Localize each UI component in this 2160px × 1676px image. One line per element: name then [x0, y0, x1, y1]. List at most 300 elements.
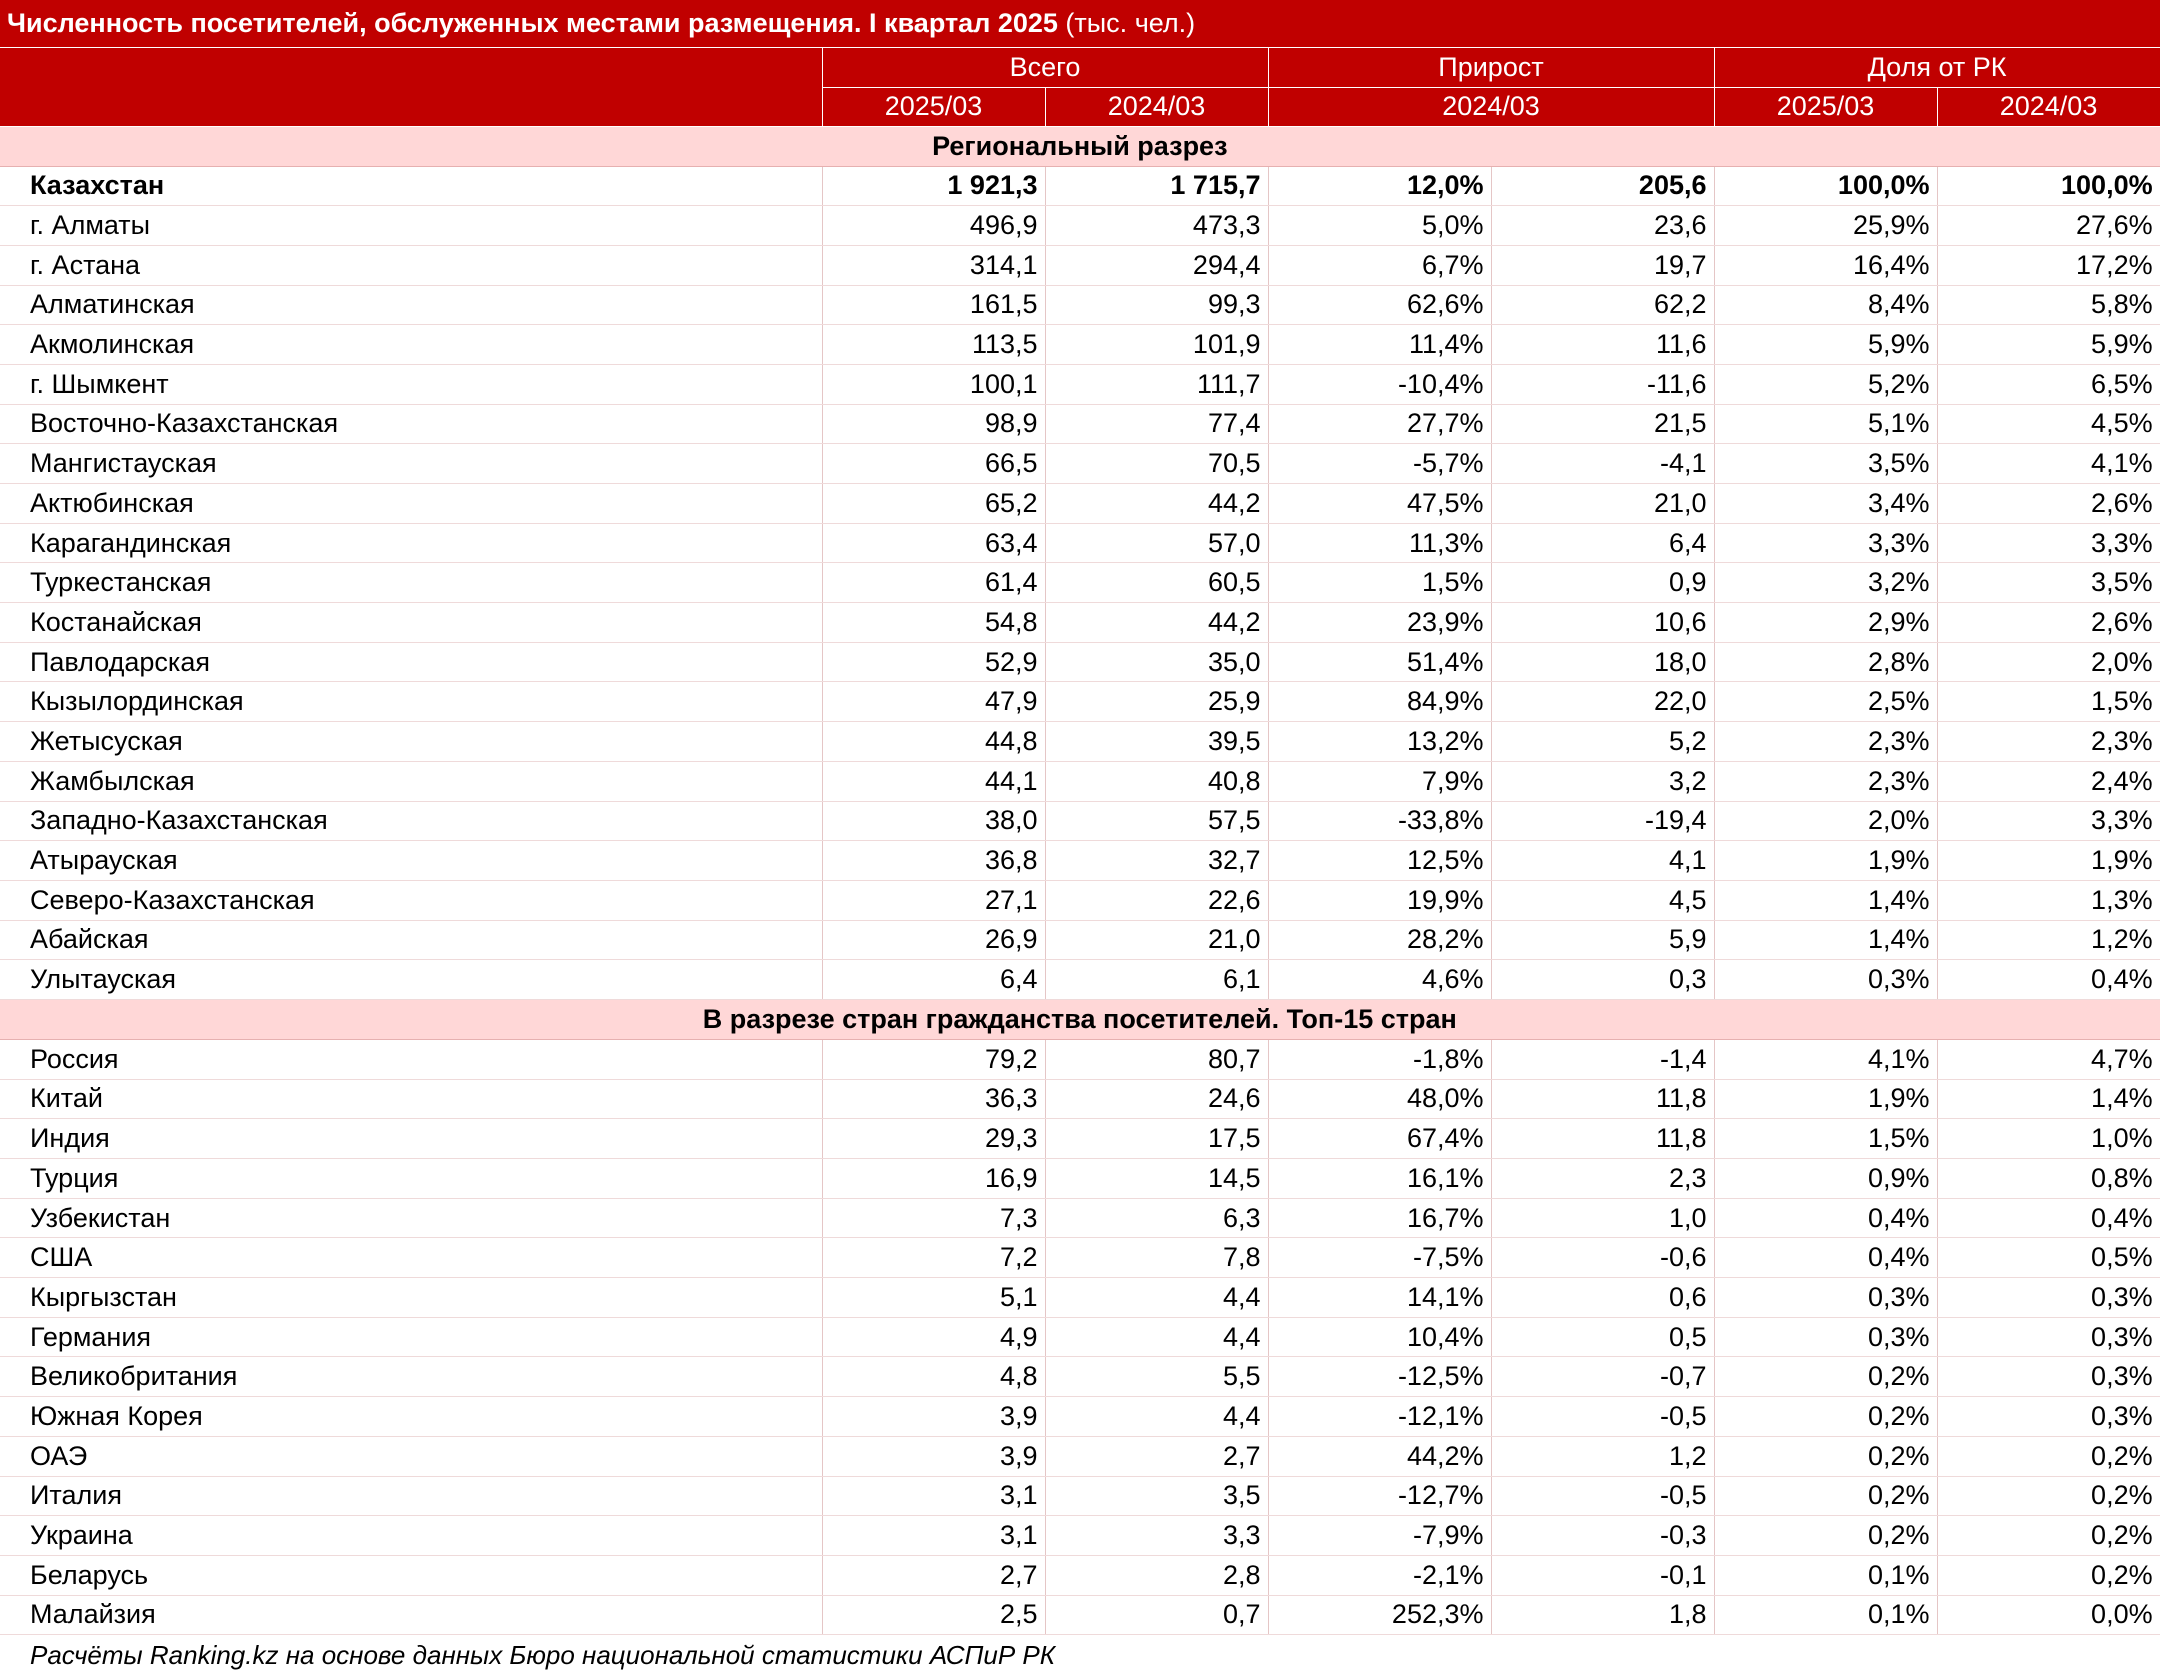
table-cell: 3,3%	[1937, 801, 2160, 841]
table-cell: 16,1%	[1268, 1159, 1491, 1199]
row-label: Украина	[0, 1516, 822, 1556]
table-cell: 0,2%	[1714, 1357, 1937, 1397]
table-cell: 52,9	[822, 642, 1045, 682]
header-growth-period: 2024/03	[1268, 87, 1714, 126]
table-cell: 21,0	[1491, 484, 1714, 524]
table-cell: 10,4%	[1268, 1317, 1491, 1357]
table-cell: -12,1%	[1268, 1397, 1491, 1437]
table-cell: 1,4%	[1714, 920, 1937, 960]
table-cell: 32,7	[1045, 841, 1268, 881]
table-cell: 2,3%	[1937, 722, 2160, 762]
table-cell: 1,9%	[1714, 1079, 1937, 1119]
table-row	[0, 245, 2160, 285]
table-cell: 98,9	[822, 404, 1045, 444]
table-cell: 29,3	[822, 1119, 1045, 1159]
row-label: Узбекистан	[0, 1198, 822, 1238]
table-cell: 0,3%	[1937, 1317, 2160, 1357]
table-cell: 18,0	[1491, 642, 1714, 682]
table-cell: 0,3%	[1714, 1278, 1937, 1318]
table-cell: -19,4	[1491, 801, 1714, 841]
table-cell: 16,4%	[1714, 245, 1937, 285]
table-cell: 1 921,3	[822, 166, 1045, 206]
table-cell: 0,3%	[1937, 1278, 2160, 1318]
table-cell: 70,5	[1045, 444, 1268, 484]
source-note: Расчёты Ranking.kz на основе данных Бюро национальной статистики АСПиР РК	[0, 1635, 2160, 1676]
section-header-row	[0, 126, 2160, 166]
row-label: Актюбинская	[0, 484, 822, 524]
table-row	[0, 1357, 2160, 1397]
table-row	[0, 206, 2160, 246]
table-cell: 11,6	[1491, 325, 1714, 365]
table-cell: 0,1%	[1714, 1555, 1937, 1595]
table-cell: -33,8%	[1268, 801, 1491, 841]
table-cell: 2,5	[822, 1595, 1045, 1635]
header-share-2024: 2024/03	[1937, 87, 2160, 126]
table-cell: 4,7%	[1937, 1039, 2160, 1079]
table-row	[0, 1278, 2160, 1318]
table-cell: 2,0%	[1714, 801, 1937, 841]
table-cell: 67,4%	[1268, 1119, 1491, 1159]
table-cell: -12,5%	[1268, 1357, 1491, 1397]
table-cell: 2,9%	[1714, 603, 1937, 643]
table-cell: 19,9%	[1268, 880, 1491, 920]
table-row	[0, 1516, 2160, 1556]
table-cell: -5,7%	[1268, 444, 1491, 484]
table-cell: 4,6%	[1268, 960, 1491, 1000]
table-row	[0, 1476, 2160, 1516]
table-cell: 0,3%	[1937, 1397, 2160, 1437]
table-cell: 3,1	[822, 1516, 1045, 1556]
table-cell: 3,5%	[1714, 444, 1937, 484]
table-cell: 38,0	[822, 801, 1045, 841]
table-cell: 25,9	[1045, 682, 1268, 722]
table-cell: 2,0%	[1937, 642, 2160, 682]
table-cell: 2,8	[1045, 1555, 1268, 1595]
row-label: Жамбылская	[0, 761, 822, 801]
table-cell: 0,3	[1491, 960, 1714, 1000]
table-cell: 6,4	[1491, 523, 1714, 563]
row-label: Жетысуская	[0, 722, 822, 762]
table-cell: 0,2%	[1714, 1516, 1937, 1556]
table-row	[0, 1436, 2160, 1476]
row-label: Германия	[0, 1317, 822, 1357]
header-total: Всего	[822, 47, 1268, 87]
table-cell: 1,5%	[1937, 682, 2160, 722]
table-cell: 66,5	[822, 444, 1045, 484]
table-cell: -7,9%	[1268, 1516, 1491, 1556]
table-cell: -1,8%	[1268, 1039, 1491, 1079]
table-cell: -11,6	[1491, 364, 1714, 404]
table-cell: 3,3%	[1937, 523, 2160, 563]
table-row	[0, 1079, 2160, 1119]
table-cell: 36,3	[822, 1079, 1045, 1119]
table-cell: 62,2	[1491, 285, 1714, 325]
table-cell: 5,8%	[1937, 285, 2160, 325]
row-label: Беларусь	[0, 1555, 822, 1595]
footer-row	[0, 1635, 2160, 1676]
table-cell: 205,6	[1491, 166, 1714, 206]
table-cell: 60,5	[1045, 563, 1268, 603]
table-row	[0, 642, 2160, 682]
table-cell: 2,5%	[1714, 682, 1937, 722]
row-label: Алматинская	[0, 285, 822, 325]
table-cell: 19,7	[1491, 245, 1714, 285]
table-cell: 6,1	[1045, 960, 1268, 1000]
table-cell: 4,1%	[1937, 444, 2160, 484]
table-row	[0, 166, 2160, 206]
header-growth: Прирост	[1268, 47, 1714, 87]
table-cell: 0,3%	[1714, 960, 1937, 1000]
header-blank	[0, 47, 822, 126]
table-cell: 40,8	[1045, 761, 1268, 801]
table-cell: 11,8	[1491, 1119, 1714, 1159]
table-row	[0, 523, 2160, 563]
table-row	[0, 682, 2160, 722]
table-cell: 4,4	[1045, 1317, 1268, 1357]
table-row	[0, 880, 2160, 920]
row-label: Карагандинская	[0, 523, 822, 563]
table-cell: 1,0%	[1937, 1119, 2160, 1159]
table-cell: 0,3%	[1937, 1357, 2160, 1397]
table-cell: 22,6	[1045, 880, 1268, 920]
table-row	[0, 603, 2160, 643]
table-cell: 14,1%	[1268, 1278, 1491, 1318]
table-cell: 2,6%	[1937, 484, 2160, 524]
table-cell: 0,0%	[1937, 1595, 2160, 1635]
table-cell: 7,9%	[1268, 761, 1491, 801]
table-cell: 6,5%	[1937, 364, 2160, 404]
table-cell: -0,5	[1491, 1476, 1714, 1516]
table-cell: 3,5	[1045, 1476, 1268, 1516]
table-cell: 12,0%	[1268, 166, 1491, 206]
table-cell: -0,3	[1491, 1516, 1714, 1556]
table-cell: 21,0	[1045, 920, 1268, 960]
table-cell: 3,9	[822, 1436, 1045, 1476]
row-label: Мангистауская	[0, 444, 822, 484]
table-cell: 80,7	[1045, 1039, 1268, 1079]
row-label: США	[0, 1238, 822, 1278]
table-cell: 5,2	[1491, 722, 1714, 762]
section-title: В разрезе стран гражданства посетителей. Топ-15 стран	[0, 999, 2160, 1039]
row-label: г. Шымкент	[0, 364, 822, 404]
table-row	[0, 1317, 2160, 1357]
table-cell: 1,5%	[1714, 1119, 1937, 1159]
table-cell: 101,9	[1045, 325, 1268, 365]
table-cell: 25,9%	[1714, 206, 1937, 246]
row-label: Туркестанская	[0, 563, 822, 603]
table-cell: 11,3%	[1268, 523, 1491, 563]
table-cell: 79,2	[822, 1039, 1045, 1079]
table-cell: 1,2	[1491, 1436, 1714, 1476]
table-cell: -2,1%	[1268, 1555, 1491, 1595]
table-cell: 5,9%	[1937, 325, 2160, 365]
row-label: Казахстан	[0, 166, 822, 206]
table-cell: 252,3%	[1268, 1595, 1491, 1635]
table-row	[0, 404, 2160, 444]
table-cell: 44,1	[822, 761, 1045, 801]
table-row	[0, 1198, 2160, 1238]
table-cell: 5,0%	[1268, 206, 1491, 246]
table-cell: 3,2%	[1714, 563, 1937, 603]
table-cell: 0,2%	[1937, 1516, 2160, 1556]
table-row	[0, 1555, 2160, 1595]
table-cell: 2,7	[822, 1555, 1045, 1595]
table-cell: 0,5	[1491, 1317, 1714, 1357]
table-cell: 1,8	[1491, 1595, 1714, 1635]
table-row	[0, 801, 2160, 841]
table-cell: 0,9	[1491, 563, 1714, 603]
table-cell: 8,4%	[1714, 285, 1937, 325]
table-cell: 65,2	[822, 484, 1045, 524]
row-label: Россия	[0, 1039, 822, 1079]
table-cell: 57,0	[1045, 523, 1268, 563]
table-cell: 11,4%	[1268, 325, 1491, 365]
table-cell: 3,5%	[1937, 563, 2160, 603]
table-cell: 4,1%	[1714, 1039, 1937, 1079]
table-cell: 1,9%	[1714, 841, 1937, 881]
table-cell: -0,5	[1491, 1397, 1714, 1437]
table-cell: 0,4%	[1937, 1198, 2160, 1238]
table-cell: 1,9%	[1937, 841, 2160, 881]
table-cell: 0,2%	[1937, 1555, 2160, 1595]
row-label: Великобритания	[0, 1357, 822, 1397]
table-cell: 23,9%	[1268, 603, 1491, 643]
table-cell: 21,5	[1491, 404, 1714, 444]
table-cell: 5,1	[822, 1278, 1045, 1318]
table-cell: 47,5%	[1268, 484, 1491, 524]
table-row	[0, 484, 2160, 524]
table-cell: 100,0%	[1937, 166, 2160, 206]
table-row	[0, 325, 2160, 365]
table-cell: 11,8	[1491, 1079, 1714, 1119]
table-cell: 10,6	[1491, 603, 1714, 643]
row-label: Атырауская	[0, 841, 822, 881]
table-cell: 0,4%	[1937, 960, 2160, 1000]
row-label: Павлодарская	[0, 642, 822, 682]
table-cell: 496,9	[822, 206, 1045, 246]
row-label: Северо-Казахстанская	[0, 880, 822, 920]
table-cell: 4,8	[822, 1357, 1045, 1397]
table-cell: 2,4%	[1937, 761, 2160, 801]
table-cell: 314,1	[822, 245, 1045, 285]
table-cell: 0,2%	[1714, 1476, 1937, 1516]
table-cell: 2,7	[1045, 1436, 1268, 1476]
row-label: Кызылординская	[0, 682, 822, 722]
row-label: г. Астана	[0, 245, 822, 285]
table-cell: -0,1	[1491, 1555, 1714, 1595]
table-cell: 0,1%	[1714, 1595, 1937, 1635]
row-label: Акмолинская	[0, 325, 822, 365]
row-label: Индия	[0, 1119, 822, 1159]
table-cell: 48,0%	[1268, 1079, 1491, 1119]
table-cell: 0,7	[1045, 1595, 1268, 1635]
row-label: Абайская	[0, 920, 822, 960]
table-cell: 13,2%	[1268, 722, 1491, 762]
row-label: Южная Корея	[0, 1397, 822, 1437]
row-label: Западно-Казахстанская	[0, 801, 822, 841]
table-cell: 5,9	[1491, 920, 1714, 960]
table-cell: 1 715,7	[1045, 166, 1268, 206]
row-label: Малайзия	[0, 1595, 822, 1635]
table-row	[0, 1595, 2160, 1635]
table-cell: 4,4	[1045, 1397, 1268, 1437]
table-cell: 54,8	[822, 603, 1045, 643]
table-cell: 3,9	[822, 1397, 1045, 1437]
table-cell: 47,9	[822, 682, 1045, 722]
table-cell: 2,3%	[1714, 722, 1937, 762]
table-cell: 5,2%	[1714, 364, 1937, 404]
table-cell: 294,4	[1045, 245, 1268, 285]
table-cell: 99,3	[1045, 285, 1268, 325]
row-label: Италия	[0, 1476, 822, 1516]
row-label: Китай	[0, 1079, 822, 1119]
table-row	[0, 285, 2160, 325]
table-cell: 0,2%	[1714, 1436, 1937, 1476]
table-row	[0, 960, 2160, 1000]
table-cell: 14,5	[1045, 1159, 1268, 1199]
table-cell: 3,4%	[1714, 484, 1937, 524]
table-cell: 6,7%	[1268, 245, 1491, 285]
table-cell: 62,6%	[1268, 285, 1491, 325]
table-cell: 6,4	[822, 960, 1045, 1000]
row-label: Турция	[0, 1159, 822, 1199]
table-row	[0, 444, 2160, 484]
table-cell: 0,4%	[1714, 1238, 1937, 1278]
table-cell: 1,3%	[1937, 880, 2160, 920]
table-cell: 61,4	[822, 563, 1045, 603]
table-cell: 63,4	[822, 523, 1045, 563]
table-cell: 36,8	[822, 841, 1045, 881]
table-cell: -7,5%	[1268, 1238, 1491, 1278]
table-cell: 0,5%	[1937, 1238, 2160, 1278]
table-cell: 3,1	[822, 1476, 1045, 1516]
table-cell: 16,7%	[1268, 1198, 1491, 1238]
table-cell: 0,2%	[1937, 1476, 2160, 1516]
table-cell: 44,2	[1045, 603, 1268, 643]
table-row	[0, 920, 2160, 960]
table-cell: 35,0	[1045, 642, 1268, 682]
table-cell: 27,1	[822, 880, 1045, 920]
table-cell: 2,6%	[1937, 603, 2160, 643]
table-cell: 4,4	[1045, 1278, 1268, 1318]
row-label: Костанайская	[0, 603, 822, 643]
table-cell: 4,5	[1491, 880, 1714, 920]
row-label: ОАЭ	[0, 1436, 822, 1476]
table-cell: 44,2%	[1268, 1436, 1491, 1476]
table-cell: 1,4%	[1714, 880, 1937, 920]
table-cell: 100,0%	[1714, 166, 1937, 206]
title-row	[0, 0, 2160, 47]
row-label: Кыргызстан	[0, 1278, 822, 1318]
table-cell: 16,9	[822, 1159, 1045, 1199]
header-total-2024: 2024/03	[1045, 87, 1268, 126]
table-cell: -4,1	[1491, 444, 1714, 484]
table-cell: 27,7%	[1268, 404, 1491, 444]
row-label: Улытауская	[0, 960, 822, 1000]
table-cell: 2,3%	[1714, 761, 1937, 801]
table-cell: 3,2	[1491, 761, 1714, 801]
table-cell: 1,4%	[1937, 1079, 2160, 1119]
table-cell: -10,4%	[1268, 364, 1491, 404]
table-cell: 4,9	[822, 1317, 1045, 1357]
table-cell: 161,5	[822, 285, 1045, 325]
table-cell: 57,5	[1045, 801, 1268, 841]
table-row	[0, 563, 2160, 603]
table-cell: 22,0	[1491, 682, 1714, 722]
table-cell: 2,3	[1491, 1159, 1714, 1199]
table-cell: 0,8%	[1937, 1159, 2160, 1199]
table-row	[0, 1397, 2160, 1437]
table-cell: 39,5	[1045, 722, 1268, 762]
table-cell: 0,4%	[1714, 1198, 1937, 1238]
table-cell: 5,1%	[1714, 404, 1937, 444]
table-cell: 5,5	[1045, 1357, 1268, 1397]
header-share-2025: 2025/03	[1714, 87, 1937, 126]
header-share: Доля от РК	[1714, 47, 2160, 87]
table-cell: 2,8%	[1714, 642, 1937, 682]
table-cell: 4,5%	[1937, 404, 2160, 444]
table-row	[0, 761, 2160, 801]
table-cell: 7,8	[1045, 1238, 1268, 1278]
title-unit: (тыс. чел.)	[1057, 7, 1196, 38]
table-row	[0, 1119, 2160, 1159]
table-row	[0, 1039, 2160, 1079]
table-cell: 1,5%	[1268, 563, 1491, 603]
table-cell: 26,9	[822, 920, 1045, 960]
table-cell: 12,5%	[1268, 841, 1491, 881]
table-cell: 0,2%	[1937, 1436, 2160, 1476]
table-cell: 0,6	[1491, 1278, 1714, 1318]
table-cell: 1,0	[1491, 1198, 1714, 1238]
table-cell: 27,6%	[1937, 206, 2160, 246]
table-row	[0, 722, 2160, 762]
table-cell: -12,7%	[1268, 1476, 1491, 1516]
table-cell: 51,4%	[1268, 642, 1491, 682]
table-cell: 473,3	[1045, 206, 1268, 246]
table-cell: 0,2%	[1714, 1397, 1937, 1437]
table-cell: 0,9%	[1714, 1159, 1937, 1199]
table-cell: 1,2%	[1937, 920, 2160, 960]
table-cell: 17,2%	[1937, 245, 2160, 285]
table-cell: 3,3%	[1714, 523, 1937, 563]
row-label: г. Алматы	[0, 206, 822, 246]
row-label: Восточно-Казахстанская	[0, 404, 822, 444]
table-cell: 0,3%	[1714, 1317, 1937, 1357]
header-row-groups	[0, 47, 2160, 87]
table-cell: 44,2	[1045, 484, 1268, 524]
table-cell: 7,3	[822, 1198, 1045, 1238]
table-cell: 111,7	[1045, 364, 1268, 404]
table-cell: -1,4	[1491, 1039, 1714, 1079]
table-cell: 24,6	[1045, 1079, 1268, 1119]
table-row	[0, 1159, 2160, 1199]
table-cell: 84,9%	[1268, 682, 1491, 722]
table-row	[0, 364, 2160, 404]
table-cell: 4,1	[1491, 841, 1714, 881]
table-row	[0, 1238, 2160, 1278]
table-cell: 28,2%	[1268, 920, 1491, 960]
section-header-row	[0, 999, 2160, 1039]
table-title	[0, 0, 2160, 47]
table-cell: 44,8	[822, 722, 1045, 762]
title-bold: Численность посетителей, обслуженных местами размещения. I квартал 2025	[7, 7, 1058, 38]
table-cell: 7,2	[822, 1238, 1045, 1278]
table-cell: 100,1	[822, 364, 1045, 404]
table-cell: 5,9%	[1714, 325, 1937, 365]
table-cell: 77,4	[1045, 404, 1268, 444]
section-title: Региональный разрез	[0, 126, 2160, 166]
table-cell: 113,5	[822, 325, 1045, 365]
